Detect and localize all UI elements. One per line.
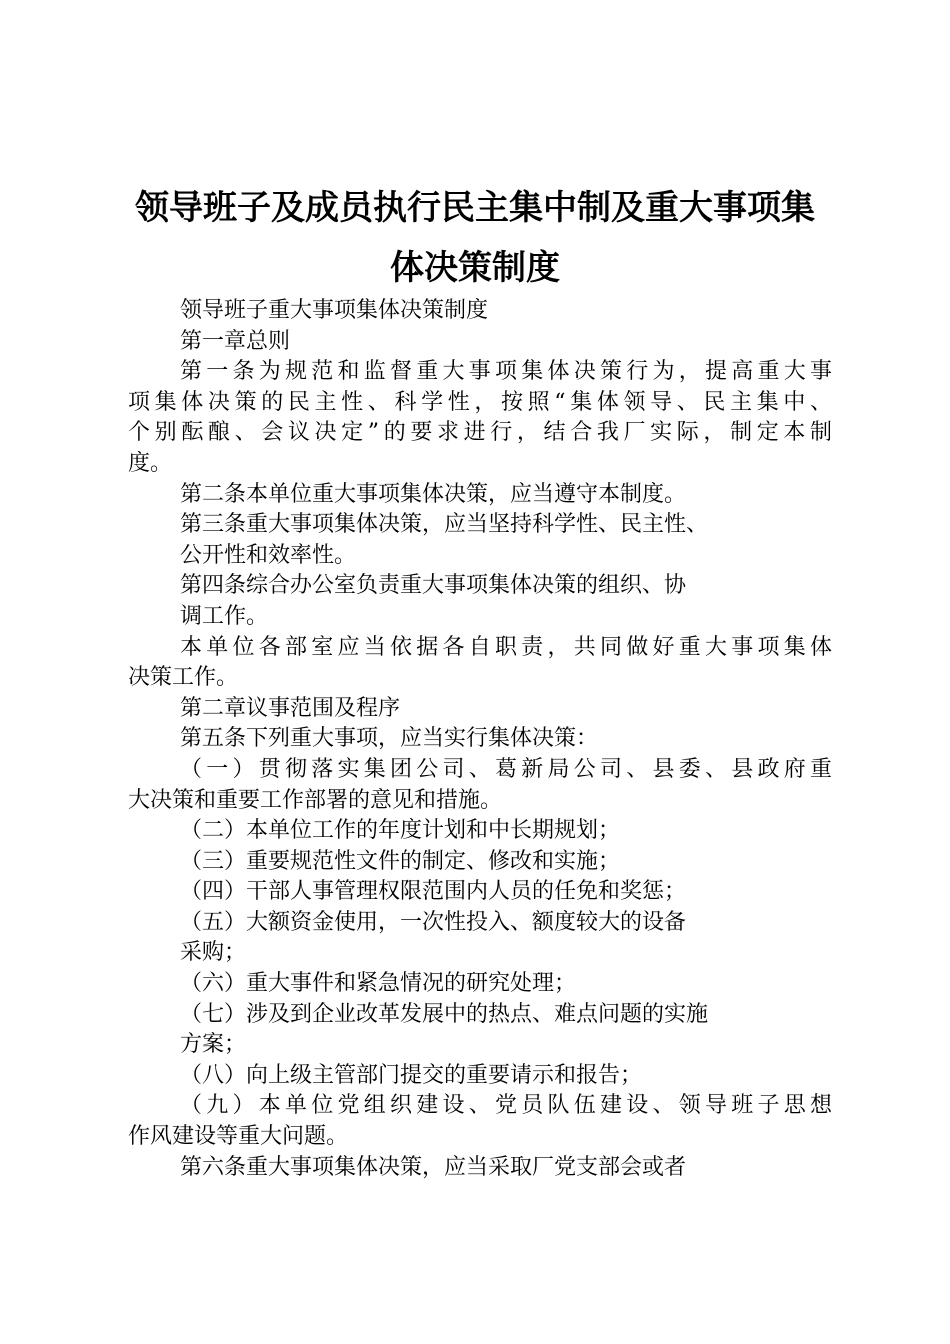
list-item-line: （一）贯彻落实集团公司、葛新局公司、县委、县政府重 [180, 756, 832, 782]
paragraph-line: 项集体决策的民主性、科学性，按照“集体领导、民主集中、 [128, 389, 832, 415]
list-item-line: （七）涉及到企业改革发展中的热点、难点问题的实施 [180, 1001, 709, 1027]
paragraph-line: 第六条重大事项集体决策，应当采取厂党支部会或者 [180, 1154, 687, 1180]
chapter-heading: 第一章总则 [180, 328, 291, 354]
list-item-line: （九）本单位党组织建设、党员队伍建设、领导班子思想 [180, 1093, 832, 1119]
paragraph-line: 第一条为规范和监督重大事项集体决策行为，提高重大事 [180, 359, 832, 385]
document-body [128, 296, 832, 1183]
paragraph-line: 本单位各部室应当依据各自职责，共同做好重大事项集体 [180, 634, 832, 660]
paragraph-line: 调工作。 [180, 603, 269, 629]
paragraph-line: 个别酝酿、会议决定”的要求进行，结合我厂实际，制定本制 [128, 420, 832, 446]
paragraph-line: 第二条本单位重大事项集体决策，应当遵守本制度。 [180, 481, 687, 507]
list-item-line: （八）向上级主管部门提交的重要请示和报告； [180, 1062, 643, 1088]
document-title-line-1: 领导班子及成员执行民主集中制及重大事项集 [135, 188, 815, 228]
paragraph-line: 第三条重大事项集体决策，应当坚持科学性、民主性、 [180, 512, 709, 538]
paragraph-line: 决策工作。 [128, 665, 239, 691]
paragraph-line: 公开性和效率性。 [180, 542, 357, 568]
list-item-line: 作风建设等重大问题。 [128, 1124, 349, 1150]
paragraph-line: 度。 [128, 450, 173, 476]
document-title-line-2: 体决策制度 [390, 248, 560, 288]
list-item-line: （二）本单位工作的年度计划和中长期规划； [180, 818, 621, 844]
paragraph-line: 第四条综合办公室负责重大事项集体决策的组织、协 [180, 573, 687, 599]
list-item-line: （六）重大事件和紧急情况的研究处理； [180, 971, 577, 997]
list-item-line: （三）重要规范性文件的制定、修改和实施； [180, 848, 621, 874]
list-item-line: （五）大额资金使用，一次性投入、额度较大的设备 [180, 909, 687, 935]
subtitle-line: 领导班子重大事项集体决策制度 [180, 298, 489, 323]
list-item-line: 大决策和重要工作部署的意见和措施。 [128, 787, 503, 813]
paragraph-line: 第五条下列重大事项，应当实行集体决策： [180, 726, 599, 752]
chapter-heading: 第二章议事范围及程序 [180, 695, 401, 721]
list-item-line: （四）干部人事管理权限范围内人员的任免和奖惩； [180, 879, 687, 905]
list-item-line: 方案； [180, 1032, 247, 1058]
list-item-line: 采购； [180, 940, 247, 966]
